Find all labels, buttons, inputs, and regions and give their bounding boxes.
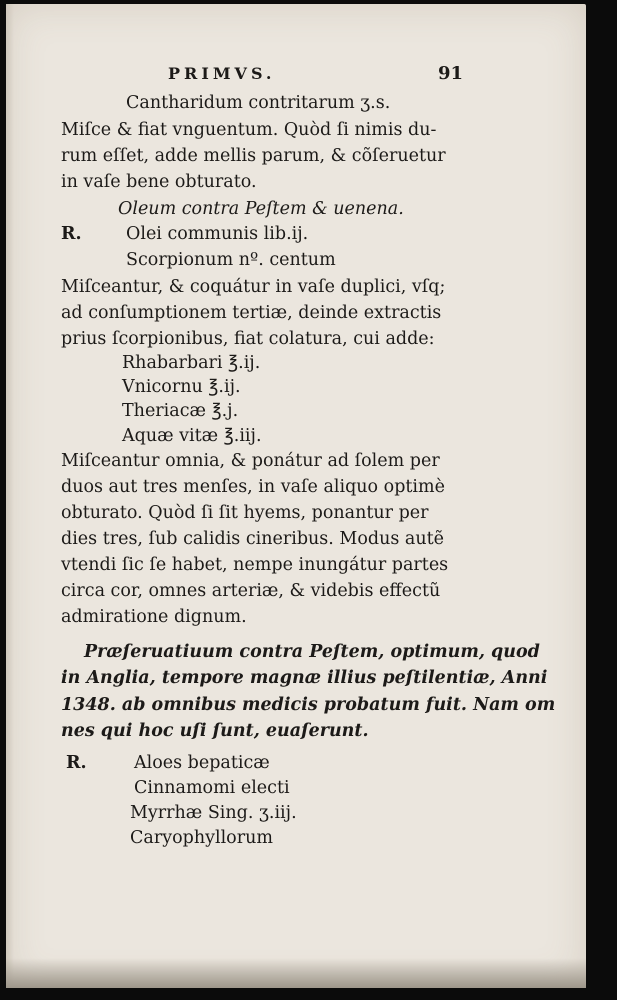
ingredient-line: Vnicornu ℥.ij. [122,377,241,397]
page-number: 91 [438,63,464,84]
ingredient-line: Olei communis lib.ij. [126,224,309,244]
recipe-mark: R. [61,224,82,244]
recipe-heading: Oleum contra Peſtem & uenena. [118,199,404,219]
text-line: prius ſcorpionibus, fiat colatura, cui adde: [61,329,435,349]
recipe-heading: Præſeruatiuum contra Peſtem, optimum, quod [84,642,540,662]
text-line: ad conſumptionem tertiæ, deinde extractis [61,303,442,323]
ingredient-line: Cinnamomi electi [134,778,290,798]
ingredient-line: Myrrhæ Sing. ʒ.iij. [130,803,297,823]
recipe-heading: in Anglia, tempore magnæ illius peſtilentiæ, Anni [61,668,548,688]
recipe-heading: nes qui hoc uſi ſunt, euaſerunt. [61,721,369,741]
text-line: Miſce & fiat vnguentum. Quòd ſi nimis du- [61,120,437,140]
page-bottom-shadow [6,958,586,988]
ingredient-line: Rhabarbari ℥.ij. [122,353,261,373]
text-line: Miſceantur omnia, & ponátur ad ſolem per [61,451,440,471]
text-line: obturato. Quòd ſi ſit hyems, ponantur per [61,503,429,523]
text-line: in vaſe bene obturato. [61,172,257,192]
text-line: circa cor, omnes arteriæ, & videbis effectũ [61,581,441,601]
recipe-heading: 1348. ab omnibus medicis probatum fuit. Nam om [61,695,556,715]
ingredient-line: Theriacæ ℥.j. [122,401,239,421]
ingredient-line: Aloes bepaticæ [134,753,270,773]
ingredient-line: Aquæ vitæ ℥.iij. [122,426,262,446]
text-line: vtendi ſic ſe habet, nempe inungátur partes [61,555,449,575]
text-line: Cantharidum contritarum ʒ.s. [126,93,391,113]
running-title: PRIMVS. [168,64,276,83]
text-line: duos aut tres menſes, in vaſe aliquo optimè [61,477,445,497]
recipe-mark: R. [66,753,87,773]
text-line: admiratione dignum. [61,607,247,627]
book-page [6,4,586,988]
page-edge-shadow [6,4,14,988]
text-line: Miſceantur, & coquátur in vaſe duplici, vſq; [61,277,446,297]
text-line: rum eſſet, adde mellis parum, & cõſeruetur [61,146,446,166]
ingredient-line: Caryophyllorum [130,828,273,848]
text-line: dies tres, ſub calidis cineribus. Modus autẽ [61,529,444,549]
ingredient-line: Scorpionum nº. centum [126,250,336,270]
